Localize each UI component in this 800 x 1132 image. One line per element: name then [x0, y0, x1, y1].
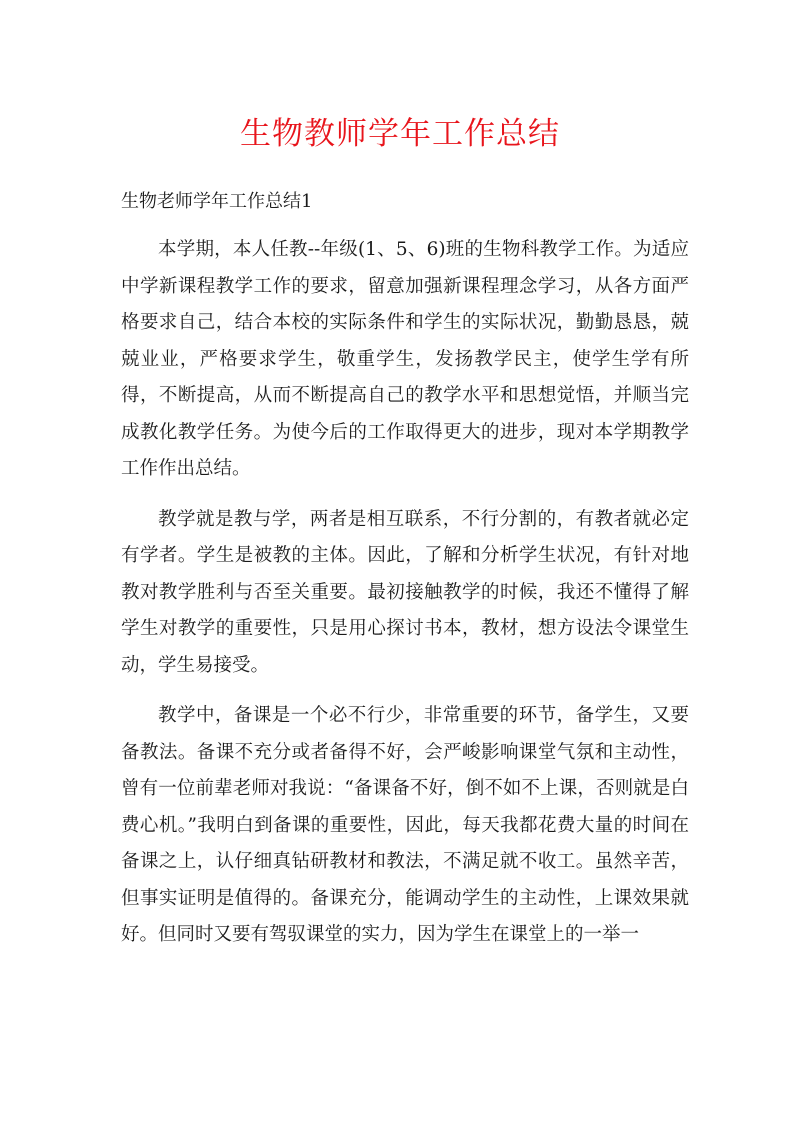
paragraph-2: 教学就是教与学，两者是相互联系，不行分割的，有教者就必定有学者。学生是被教的主体。因此，了解和分析学生状况，有针对地教对教学胜利与否至关重要。最初接触教学的时候，我还不懂得了解学生对教学的重要性，只是用心探讨书本，教材，想方设法令课堂生动，学生易接受。: [121, 508, 689, 676]
section-heading: 生物老师学年工作总结1: [121, 191, 313, 212]
document-body: [121, 232, 689, 968]
document-title: 生物教师学年工作总结: [240, 116, 560, 152]
paragraph-3: 教学中，备课是一个必不行少，非常重要的环节，备学生，又要备教法。备课不充分或者备得不好，会严峻影响课堂气氛和主动性，曾有一位前辈老师对我说：“备课备不好，倒不如不上课，否则就是白费心机。”我明白到备课的重要性，因此，每天我都花费大量的时间在备课之上，认仔细真钻研教材和教法，不满足就不收工。虽然辛苦，但事实证明是值得的。备课充分，能调动学生的主动性，上课效果就好。但同时又要有驾驭课堂的实力，因为学生在课堂上的一举一: [121, 705, 689, 945]
paragraph-1: 本学期，本人任教--年级(1、5、6)班的生物科教学工作。为适应中学新课程教学工作的要求，留意加强新课程理念学习，从各方面严格要求自己，结合本校的实际条件和学生的实际状况，勤勤恳恳，兢兢业业，严格要求学生，敬重学生，发扬教学民主，使学生学有所得，不断提高，从而不断提高自己的教学水平和思想觉悟，并顺当完成教化教学任务。为使今后的工作取得更大的进步，现对本学期教学工作作出总结。: [121, 239, 689, 479]
